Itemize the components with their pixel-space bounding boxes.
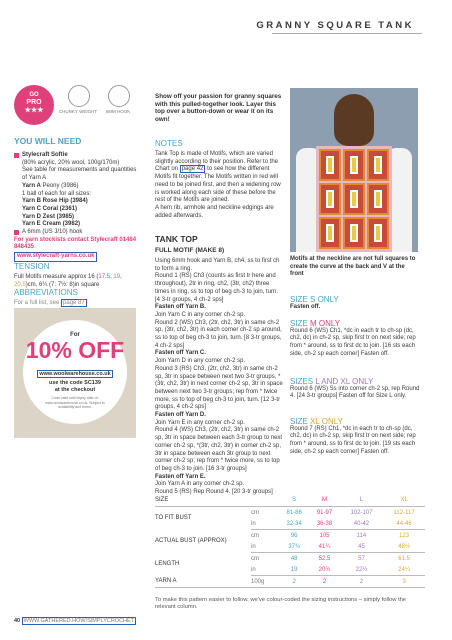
size-xl-heading (290, 418, 422, 426)
table-cell: 3 (383, 576, 425, 588)
footer-link[interactable]: WWW.GATHERED.HOW/SIMPLYCROCHET (23, 618, 135, 624)
tension-sep: , (110, 274, 114, 280)
table-cell: 96 (290, 532, 298, 539)
skill-badges (14, 85, 144, 135)
ball-note: 1 ball of each for all sizes: (22, 190, 92, 197)
table-cell: 2 (309, 576, 339, 588)
size-s-text: Fasten off. (290, 303, 321, 310)
tension-m: 17.5 (98, 274, 111, 280)
badge-go-text: GO (29, 92, 39, 98)
yarn-brand: Stylecraft Softie (22, 152, 68, 158)
table-cell: 37¾ (279, 541, 309, 553)
tension-sep: , (120, 274, 122, 280)
stars-icon: ★★★ (24, 107, 44, 114)
unit-cell: in (251, 564, 279, 576)
table-cell: 52.5 (318, 555, 331, 562)
table-cell: 19 (279, 564, 309, 576)
yarn-b: Yarn B Rose Hip (3984) (22, 198, 88, 205)
unit-cell: in (251, 541, 279, 553)
offer-link[interactable]: www.woolwarehouse.co.uk (39, 371, 111, 377)
notes-b: to see how the different Motifs fit together. The Motifs written in red will need to be joined first, and then a widening row is worked along each side of these before the rest of the Motifs are joined. (155, 166, 281, 204)
model-hair (334, 94, 374, 146)
table-cell: 41¼ (309, 541, 339, 553)
pattern-line: Fasten off Yarn E. (155, 473, 206, 480)
pattern-instructions (155, 258, 283, 497)
pattern-line: Fasten off Yarn B. (155, 304, 206, 311)
tank-top-heading: TANK TOP (155, 234, 198, 244)
table-row (155, 553, 425, 565)
pattern-line: Join Yarn D in any corner ch-2 sp. (155, 358, 246, 365)
notes-text (155, 151, 283, 220)
table-cell: 102-107 (350, 509, 373, 516)
size-s-heading-b: S ONLY (310, 295, 339, 304)
size-lxl-heading (290, 378, 422, 386)
table-cell: 40-42 (340, 518, 384, 530)
table-cell: 91-97 (316, 509, 333, 516)
pattern-line: Join Yarn E in any corner ch-2 sp. (155, 419, 245, 426)
yarn-weight-label: CHUNKY WEIGHT (58, 109, 98, 114)
size-m-col: M (309, 494, 339, 507)
table-cell: 81-86 (286, 509, 302, 516)
bullet-icon (14, 153, 19, 158)
yarn-a-row-label: YARN A (155, 576, 251, 588)
size-lxl-heading-a: SIZES (290, 377, 316, 386)
size-m-heading-a: SIZE (290, 319, 311, 328)
yarn-spec: (80% acrylic, 20% wool, 100g/170m) (22, 159, 120, 166)
offer-code: use the code SC139 (49, 380, 101, 386)
table-cell: 44-46 (383, 518, 425, 530)
size-xl-heading-a: SIZE (290, 417, 311, 426)
tension-heading: TENSION (14, 262, 50, 271)
notes-heading: NOTES (155, 139, 183, 148)
intro-text: Show off your passion for granny squares with this pulled-together look. Layer this top over a button-down or wear it on its own! (155, 93, 282, 124)
table-cell: 2 (340, 576, 384, 588)
yarn-weight-icon (68, 85, 90, 107)
tension-text-a: Full Motifs measure approx 16 ( (14, 274, 99, 280)
badge-pro-text: PRO (26, 99, 42, 106)
abbreviations-heading: ABBREVIATIONS (14, 288, 78, 297)
pattern-line: Join Yarn A in any corner ch-2 sp. (155, 481, 245, 488)
table-cell: 48 (290, 555, 298, 562)
size-s-heading (290, 296, 422, 304)
pattern-line: Round 3 (RS) Ch3, (2tr, ch2, 3tr) in same ch-2 sp, 3tr in space between next two 3-tr groups, *(3tr, ch2, 3tr) in next corner ch-2 sp, 3tr in space between next two 3-tr groups; rep from * twice more, ss to top of beg ch-3 to join, turn. [12 3-tr groups, 4 ch-2 sps] (155, 365, 283, 411)
tension-xl: 20.5 (14, 281, 26, 288)
table-cell: 24¼ (383, 564, 425, 576)
size-header: SIZE (155, 494, 251, 507)
stylecraft-link[interactable]: www.stylecraft-yarns.co.uk (14, 252, 97, 262)
tension-l: 19 (113, 274, 121, 280)
length-label: LENGTH (155, 561, 180, 567)
offer-circle (23, 320, 127, 424)
table-cell: 20¾ (309, 564, 339, 576)
abbr-text: For a full list, see (14, 300, 60, 306)
full-motif-heading: FULL MOTIF (MAKE 8) (155, 247, 225, 254)
size-xl-heading-b: XL ONLY (310, 417, 343, 426)
chart-page-link[interactable]: page 42 (181, 166, 204, 173)
notes-c: A hem rib, armhole and neckline edgings are added afterwards. (155, 204, 274, 219)
size-lxl-section (290, 378, 422, 401)
page-footer (14, 618, 136, 624)
notes-a: Tank Top is made of Motifs, which are varied slightly according to their position. Refer to the Chart on (155, 151, 279, 173)
unit-cell: cm (251, 555, 259, 562)
table-cell: 45 (340, 541, 384, 553)
abbr-page-link[interactable]: page 87 (63, 300, 85, 306)
size-xl-section (290, 418, 422, 457)
abbreviations-text (14, 300, 140, 308)
granny-square-vest (316, 146, 392, 252)
pattern-line: Round 5 (RS) Rep Round 4. [20 3-tr groups] (155, 489, 273, 496)
offer-for: For (70, 332, 80, 338)
table-row (155, 530, 425, 542)
size-m-text: Round 6 (WS) Ch1, *dc in each tr to ch-sp (dc, ch2, dc) in ch-2 sp, skip first tr on next side; rep from * around, ss to first dc to join. [16 sts each side, ch-2 sp each corner] Fasten off. (290, 327, 416, 357)
size-m-heading-b: M ONLY (310, 319, 341, 328)
table-cell: 48½ (383, 541, 425, 553)
size-m-section (290, 320, 422, 359)
size-xl-col: XL (383, 494, 425, 507)
table-cell: 123 (399, 532, 410, 539)
table-note: To make this pattern easier to follow, we've colour-coded the sizing instructions – simply follow the relevant column. (155, 597, 407, 610)
pattern-line: Round 4 (WS) Ch3, (2tr, ch2, 3tr) in same ch-2 sp, 3tr in space between each 3-tr group to next corner ch-2 sp, *(3tr, ch2, 3tr) in corner ch-2 sp, 3tr in space between each 3tr group to next corner ch-2 sp; rep from * twice more, ss to top of beg ch-3 to join. [16 3-tr groups] (155, 427, 283, 472)
offer-code-note: at the checkout (54, 386, 96, 393)
table-cell: 36-38 (309, 518, 339, 530)
unit-cell: 100g (251, 576, 279, 588)
size-s-heading-a: SIZE (290, 295, 311, 304)
unit-header (251, 494, 279, 507)
yarn-c: Yarn C Coral (2361) (22, 205, 78, 212)
model-photo (290, 88, 418, 252)
hook-icon (108, 85, 130, 107)
table-row (155, 507, 425, 519)
offer-percent: 10% OFF (25, 337, 125, 363)
go-pro-badge (14, 85, 54, 125)
size-s-section (290, 296, 422, 311)
table-cell: 112-117 (393, 509, 415, 516)
unit-cell: in (251, 518, 279, 530)
photo-caption: Motifs at the neckline are not full squares to create the curve at the back and V at the front (290, 256, 416, 278)
table-cell: 105 (319, 532, 330, 539)
yarn-e: Yarn E Cream (3982) (22, 221, 81, 228)
unit-cell: cm (251, 509, 259, 516)
page-title: GRANNY SQUARE TANK (256, 20, 414, 31)
size-xl-text: Round 7 (RS) Ch1, *dc in each tr to ch-sp (dc, ch2, dc) in ch-2 sp, skip first tr on next side; rep from * around, ss to first dc to join. [19 sts each side, ch-2 sp each corner] Fasten off. (290, 425, 416, 455)
pattern-line: Round 1 (RS) Ch3 (counts as first tr here and throughout), 2tr in ring, ch2, (3tr, ch2) three times in ring, ss to top of beg ch-3 to join, turn. [4 3-tr groups, 4 ch-2 sps] (155, 273, 279, 303)
to-fit-bust-label: TO FIT BUST (155, 515, 192, 522)
size-l-col: L (340, 494, 384, 507)
table-cell: 22½ (340, 564, 384, 576)
stockist-contact: For yarn stockists contact Stylecraft 01484 848435 (14, 236, 137, 251)
yarn-a-label: Yarn A (22, 182, 41, 189)
hook-spec: A 6mm (US J/10) hook (22, 229, 83, 236)
page-number: 40 (14, 618, 21, 624)
table-row (155, 576, 425, 588)
pattern-line: Round 2 (WS) Ch3, (2tr, ch2, 3tr) in same ch-2 sp, (3tr, ch2, 3tr) in each corner ch-2 sp around, ss to top of beg ch-3 to join, turn. [8 3-tr groups, 4 ch-2 sps] (155, 319, 282, 349)
yarn-a-value: Peony (3986) (42, 182, 79, 189)
table-cell: 114 (356, 532, 367, 539)
size-m-heading (290, 320, 422, 328)
size-lxl-heading-b: L AND XL ONLY (315, 377, 374, 386)
table-cell: 57 (358, 555, 365, 562)
you-will-need-heading: YOU WILL NEED (14, 136, 82, 146)
unit-cell: cm (251, 532, 259, 539)
yarn-d: Yarn D Zest (3985) (22, 213, 75, 220)
hook-size-label: 6MM HOOK (105, 109, 131, 114)
actual-bust-label: ACTUAL BUST (APPROX) (155, 538, 227, 544)
offer-fine-print: Code valid until expiry date on www.woolwarehouse.co.uk. Subject to availability and terms. (45, 396, 105, 409)
bullet-icon (14, 230, 19, 235)
pattern-line: Fasten off Yarn C. (155, 350, 206, 357)
title-divider (272, 33, 422, 34)
pattern-line: Using 6mm hook and Yarn B, ch4, ss to first ch to form a ring. (155, 258, 280, 272)
see-table-note: See table for measurements and quantities of Yarn A (22, 167, 137, 182)
discount-offer (14, 308, 136, 438)
size-lxl-text: Round 6 (WS) Ss into corner ch-2 sp, rep Round 4. [24 3-tr groups] Fasten off for Size L only. (290, 385, 420, 400)
size-s-col: S (279, 494, 309, 507)
size-table (155, 494, 425, 588)
table-cell: 2 (279, 576, 309, 588)
table-cell: 61.5 (398, 555, 410, 562)
pattern-line: Join Yarn C in any corner ch-2 sp. (155, 311, 246, 318)
pattern-line: Fasten off Yarn D. (155, 412, 206, 419)
materials-list (14, 152, 140, 262)
table-cell: 32-34 (279, 518, 309, 530)
tension-text-b: )cm, 6¼ (7: 7½: 8)in square (25, 281, 100, 288)
